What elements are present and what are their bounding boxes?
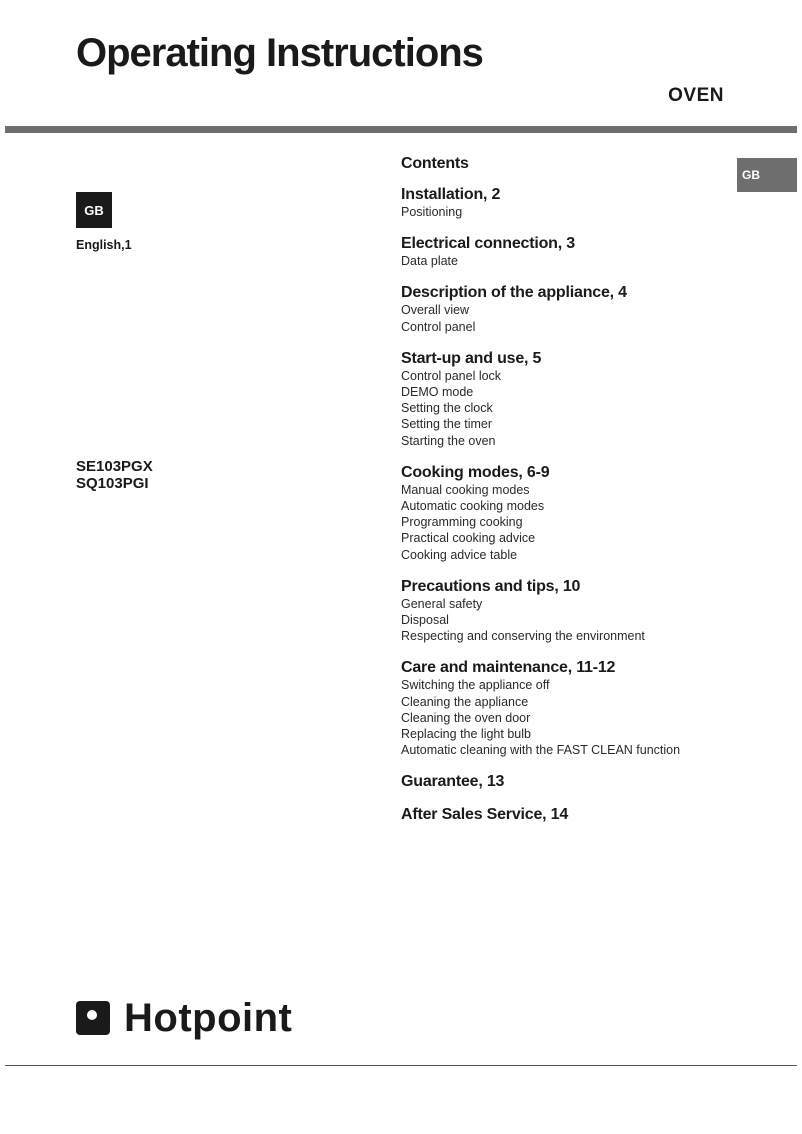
contents-section bbox=[401, 773, 731, 791]
section-title: Guarantee, 13 bbox=[401, 773, 505, 791]
section-item: Switching the appliance off bbox=[401, 678, 550, 693]
contents-section bbox=[401, 464, 731, 563]
section-title: Description of the appliance, 4 bbox=[401, 284, 627, 302]
language-badge: GB bbox=[76, 192, 112, 228]
section-item: Practical cooking advice bbox=[401, 531, 536, 546]
section-title: Electrical connection, 3 bbox=[401, 235, 575, 253]
contents-section bbox=[401, 806, 731, 824]
table-of-contents bbox=[401, 155, 731, 839]
section-item: Starting the oven bbox=[401, 433, 496, 448]
section-item: General safety bbox=[401, 596, 483, 611]
product-type: OVEN bbox=[668, 85, 724, 106]
contents-section bbox=[401, 186, 731, 220]
section-item: Cleaning the oven door bbox=[401, 710, 531, 725]
section-item: Respecting and conserving the environment bbox=[401, 629, 645, 644]
section-item: Data plate bbox=[401, 254, 458, 269]
contents-section bbox=[401, 235, 731, 269]
section-title: Care and maintenance, 11-12 bbox=[401, 659, 616, 677]
document-title: Operating Instructions bbox=[76, 31, 483, 75]
contents-section bbox=[401, 284, 731, 334]
section-title: Start-up and use, 5 bbox=[401, 349, 542, 367]
section-item: Control panel bbox=[401, 319, 476, 334]
contents-section bbox=[401, 578, 731, 645]
contents-heading: Contents bbox=[401, 155, 469, 172]
section-title: After Sales Service, 14 bbox=[401, 806, 569, 824]
section-item: Overall view bbox=[401, 303, 470, 318]
section-item: Replacing the light bulb bbox=[401, 727, 531, 742]
model-number: SE103PGX bbox=[76, 458, 153, 475]
section-title: Installation, 2 bbox=[401, 186, 501, 203]
section-item: Cleaning the appliance bbox=[401, 694, 529, 709]
section-item: Setting the clock bbox=[401, 401, 493, 416]
language-side-tab: GB bbox=[737, 158, 797, 192]
section-item: Automatic cooking modes bbox=[401, 499, 545, 514]
bottom-divider bbox=[5, 1065, 797, 1066]
section-item: Positioning bbox=[401, 205, 463, 219]
hotpoint-logo-icon bbox=[76, 1001, 110, 1035]
section-item: Manual cooking modes bbox=[401, 482, 530, 497]
section-item: DEMO mode bbox=[401, 385, 474, 400]
section-item: Automatic cleaning with the FAST CLEAN function bbox=[401, 743, 681, 758]
section-title: Precautions and tips, 10 bbox=[401, 577, 581, 595]
model-number: SQ103PGI bbox=[76, 475, 149, 492]
section-item: Cooking advice table bbox=[401, 547, 518, 562]
top-divider bbox=[5, 126, 797, 133]
brand-logo bbox=[76, 996, 292, 1040]
contents-sections bbox=[401, 186, 731, 824]
section-item: Control panel lock bbox=[401, 368, 502, 383]
model-list bbox=[76, 458, 153, 492]
language-entry: English,1 bbox=[76, 238, 132, 252]
section-title: Cooking modes, 6-9 bbox=[401, 463, 550, 481]
section-item: Disposal bbox=[401, 613, 449, 628]
section-item: Programming cooking bbox=[401, 515, 523, 530]
contents-section bbox=[401, 350, 731, 449]
brand-name: Hotpoint bbox=[124, 996, 293, 1040]
section-item: Setting the timer bbox=[401, 417, 493, 432]
contents-section bbox=[401, 659, 731, 758]
